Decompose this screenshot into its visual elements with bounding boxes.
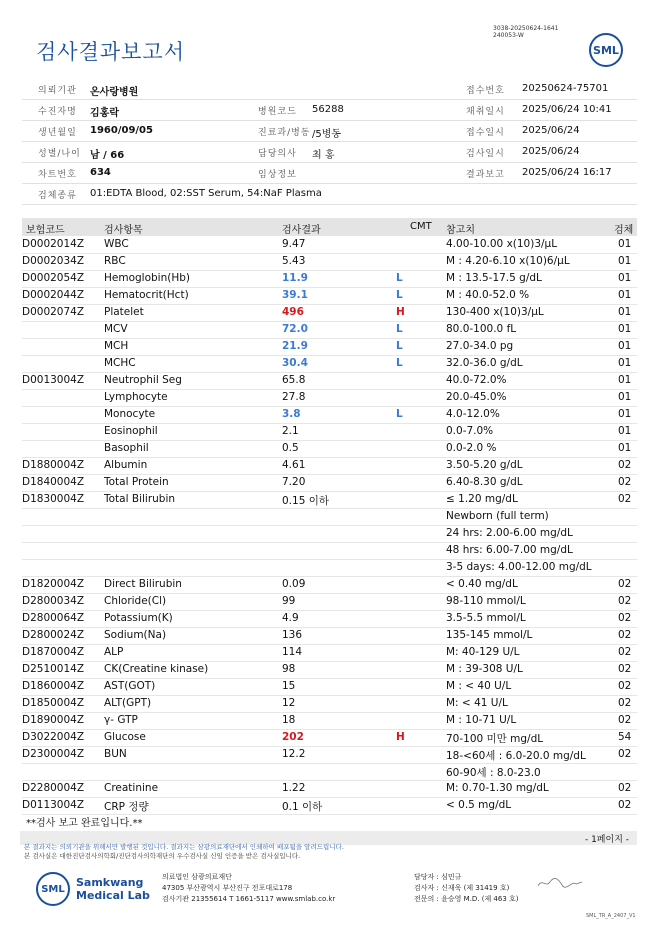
page-number-bar: - 1페이지 -: [20, 831, 637, 845]
table-row: [22, 798, 637, 815]
table-row: [22, 577, 637, 594]
report-complete-text: **검사 보고 완료입니다.**: [26, 818, 143, 829]
flag-cell: L: [396, 323, 403, 335]
test-name-cell: AST(GOT): [104, 680, 156, 692]
result-cell: 0.5: [282, 442, 299, 454]
table-row: [22, 390, 637, 407]
reference-cell: 60-90세 : 8.0-23.0: [446, 767, 541, 779]
hospital-code-value: 56288: [312, 104, 344, 115]
test-name-cell: Neutrophil Seg: [104, 374, 182, 386]
patient-name-value: 김홍락: [90, 108, 119, 119]
result-cell: 21.9: [282, 340, 308, 352]
specimen-cell: 01: [618, 340, 632, 352]
table-row: [22, 628, 637, 645]
reference-cell: 0.0-2.0 %: [446, 442, 497, 454]
table-row: [22, 662, 637, 679]
table-row: [22, 747, 637, 764]
specimen-cell: 02: [618, 680, 632, 692]
insurance-code-cell: D1830004Z: [22, 493, 85, 505]
specimen-cell: 02: [618, 799, 632, 811]
specimen-cell: 01: [618, 238, 632, 250]
result-cell: 4.9: [282, 612, 299, 624]
test-name-cell: ALP: [104, 646, 124, 658]
disclaimer-note: 본 결과지는 의뢰기관을 위해서만 발행된 것입니다. 결과지는 삼광의료재단에서 인쇄하여 배포됨을 알려드립니다.: [24, 843, 344, 851]
specimen-cell: 02: [618, 595, 632, 607]
test-name-cell: γ- GTP: [104, 714, 138, 726]
table-row: [22, 322, 637, 339]
test-name-cell: CK(Creatine kinase): [104, 663, 209, 675]
test-name-cell: MCV: [104, 323, 128, 335]
table-row: [22, 560, 637, 577]
signatories: 담당자 : 심민규 검사자 : 신재욱 (제 31419 호) 전문의 : 윤승영 M.D. (제 463 호): [414, 873, 519, 903]
specimen-cell: 02: [618, 697, 632, 709]
result-cell: 0.15 이하: [282, 495, 330, 507]
specimen-cell: 01: [618, 391, 632, 403]
reference-cell: M: 40-129 U/L: [446, 646, 520, 658]
specimen-cell: 02: [618, 476, 632, 488]
reference-cell: M : < 40 U/L: [446, 680, 512, 692]
insurance-code-cell: D1840004Z: [22, 476, 85, 488]
insurance-code-cell: D2800034Z: [22, 595, 85, 607]
sex-age-value: 남 / 66: [90, 150, 125, 161]
specimen-cell: 02: [618, 782, 632, 794]
doctor-value: 최 홍: [312, 150, 335, 161]
flag-cell: L: [396, 272, 403, 284]
accreditation-note: 본 검사실은 대한진단검사의학회/진단검사의학재단의 우수검사실 신임 인증을 받은 검사실입니다.: [24, 852, 301, 860]
receipt-no-value: 20250624-75701: [522, 83, 609, 94]
result-cell: 65.8: [282, 374, 306, 386]
insurance-code-cell: D3022004Z: [22, 731, 85, 743]
result-cell: 18: [282, 714, 296, 726]
sml-logo-icon: SML: [36, 872, 70, 906]
table-row: [22, 305, 637, 322]
reference-cell: 24 hrs: 2.00-6.00 mg/dL: [446, 527, 573, 539]
specimen-cell: 01: [618, 357, 632, 369]
specimen-cell: 01: [618, 442, 632, 454]
specimen-cell: 02: [618, 714, 632, 726]
reference-cell: 32.0-36.0 g/dL: [446, 357, 523, 369]
institution-value: 온사랑병원: [90, 87, 139, 98]
table-row: [22, 594, 637, 611]
reference-cell: < 0.5 mg/dL: [446, 799, 512, 811]
table-row: [22, 237, 637, 254]
receipt-date-value: 2025/06/24: [522, 125, 580, 136]
reference-cell: M: 0.70-1.30 mg/dL: [446, 782, 549, 794]
flag-cell: L: [396, 289, 403, 301]
reference-cell: 135-145 mmol/L: [446, 629, 533, 641]
report-title: 검사결과보고서: [36, 40, 186, 64]
reference-cell: 27.0-34.0 pg: [446, 340, 514, 352]
result-cell: 2.1: [282, 425, 299, 437]
specimen-cell: 02: [618, 629, 632, 641]
test-name-cell: BUN: [104, 748, 127, 760]
reference-cell: M : 40.0-52.0 %: [446, 289, 530, 301]
specimen-cell: 02: [618, 578, 632, 590]
table-row: [22, 492, 637, 509]
dept-value: /5병동: [312, 129, 342, 140]
test-name-cell: Basophil: [104, 442, 149, 454]
flag-cell: H: [396, 306, 405, 318]
info-row: 차트번호 634 임상정보 결과보고 2025/06/24 16:17: [22, 163, 637, 184]
result-cell: 12.2: [282, 748, 306, 760]
reference-cell: 70-100 미만 mg/dL: [446, 733, 544, 745]
form-code: SML_TR_A_2407_V1: [586, 913, 636, 919]
reference-cell: M : 10-71 U/L: [446, 714, 517, 726]
patient-info-table: [22, 79, 637, 205]
flag-cell: H: [396, 731, 405, 743]
test-name-cell: RBC: [104, 255, 126, 267]
test-name-cell: Direct Bilirubin: [104, 578, 182, 590]
flag-cell: L: [396, 357, 403, 369]
specimen-cell: 02: [618, 459, 632, 471]
test-name-cell: WBC: [104, 238, 129, 250]
reference-cell: ≤ 1.20 mg/dL: [446, 493, 518, 505]
test-name-cell: Albumin: [104, 459, 148, 471]
insurance-code-cell: D2800064Z: [22, 612, 85, 624]
insurance-code-cell: D1890004Z: [22, 714, 85, 726]
table-row: [22, 696, 637, 713]
insurance-code-cell: D0002014Z: [22, 238, 85, 250]
insurance-code-cell: D0113004Z: [22, 799, 85, 811]
dob-value: 1960/09/05: [90, 125, 153, 136]
test-name-cell: Chloride(Cl): [104, 595, 167, 607]
reference-cell: M : 39-308 U/L: [446, 663, 523, 675]
reference-cell: M : 13.5-17.5 g/dL: [446, 272, 542, 284]
table-row: [22, 424, 637, 441]
collect-date-value: 2025/06/24 10:41: [522, 104, 612, 115]
table-row: [22, 271, 637, 288]
reference-cell: 3.50-5.20 g/dL: [446, 459, 523, 471]
table-row: [22, 713, 637, 730]
test-name-cell: Total Protein: [104, 476, 169, 488]
insurance-code-cell: D1870004Z: [22, 646, 85, 658]
insurance-code-cell: D1880004Z: [22, 459, 85, 471]
reference-cell: 3-5 days: 4.00-12.00 mg/dL: [446, 561, 592, 573]
table-row: [22, 645, 637, 662]
reference-cell: 130-400 x(10)3/μL: [446, 306, 544, 318]
specimen-cell: 01: [618, 272, 632, 284]
specimen-cell: 01: [618, 255, 632, 267]
info-row: 생년월일 1960/09/05 진료과/병동 /5병동 접수일시 2025/06/24: [22, 121, 637, 142]
result-cell: 9.47: [282, 238, 306, 250]
reference-cell: 6.40-8.30 g/dL: [446, 476, 523, 488]
specimen-cell: 54: [618, 731, 632, 743]
results-table-body: [22, 237, 637, 815]
flag-cell: L: [396, 408, 403, 420]
info-row: 의뢰기관 온사랑병원 접수번호 20250624-75701: [22, 79, 637, 100]
results-table-header: 보험코드 검사항목 검사결과 CMT 참고치 검체: [22, 218, 637, 236]
table-row: [22, 526, 637, 543]
samkwang-logo: SML Samkwang Medical Lab: [36, 872, 150, 906]
table-row: [22, 373, 637, 390]
info-row: 검체종류 01:EDTA Blood, 02:SST Serum, 54:NaF Plasma: [22, 184, 637, 205]
reference-cell: M: < 41 U/L: [446, 697, 508, 709]
reference-cell: M : 4.20-6.10 x(10)6/μL: [446, 255, 570, 267]
insurance-code-cell: D2800024Z: [22, 629, 85, 641]
signature-icon: [536, 876, 584, 890]
result-cell: 4.61: [282, 459, 306, 471]
test-name-cell: MCH: [104, 340, 129, 352]
test-date-value: 2025/06/24: [522, 146, 580, 157]
result-cell: 136: [282, 629, 303, 641]
specimen-cell: 01: [618, 425, 632, 437]
test-name-cell: Platelet: [104, 306, 144, 318]
reference-cell: < 0.40 mg/dL: [446, 578, 518, 590]
table-row: [22, 764, 637, 781]
reference-cell: 18-<60세 : 6.0-20.0 mg/dL: [446, 750, 586, 762]
info-row: 수진자명 김홍락 병원코드 56288 채취일시 2025/06/24 10:41: [22, 100, 637, 121]
insurance-code-cell: D0002034Z: [22, 255, 85, 267]
table-row: [22, 441, 637, 458]
reference-cell: 4.0-12.0%: [446, 408, 500, 420]
table-row: [22, 288, 637, 305]
reference-cell: 80.0-100.0 fL: [446, 323, 517, 335]
test-name-cell: MCHC: [104, 357, 136, 369]
test-name-cell: Creatinine: [104, 782, 159, 794]
test-name-cell: ALT(GPT): [104, 697, 152, 709]
specimen-cell: 01: [618, 374, 632, 386]
insurance-code-cell: D2300004Z: [22, 748, 85, 760]
organization-info: 의료법인 삼광의료재단 47305 부산광역시 부산진구 전포대로178 검사기관 21355614 T 1661-5117 www.smlab.co.kr: [162, 873, 336, 903]
test-name-cell: Lymphocyte: [104, 391, 168, 403]
test-name-cell: Glucose: [104, 731, 146, 743]
result-cell: 12: [282, 697, 296, 709]
test-name-cell: Eosinophil: [104, 425, 158, 437]
test-name-cell: Hemoglobin(Hb): [104, 272, 191, 284]
result-cell: 496: [282, 306, 304, 318]
test-name-cell: CRP 정량: [104, 801, 149, 813]
result-cell: 11.9: [282, 272, 308, 284]
result-cell: 39.1: [282, 289, 308, 301]
table-row: [22, 730, 637, 747]
insurance-code-cell: D2510014Z: [22, 663, 85, 675]
table-row: [22, 458, 637, 475]
reference-cell: 4.00-10.00 x(10)3/μL: [446, 238, 558, 250]
info-row: 성별/나이 남 / 66 담당의사 최 홍 검사일시 2025/06/24: [22, 142, 637, 163]
table-row: [22, 781, 637, 798]
reference-cell: Newborn (full term): [446, 510, 549, 522]
result-cell: 7.20: [282, 476, 306, 488]
test-name-cell: Potassium(K): [104, 612, 173, 624]
reference-cell: 40.0-72.0%: [446, 374, 507, 386]
result-cell: 99: [282, 595, 296, 607]
test-name-cell: Hematocrit(Hct): [104, 289, 189, 301]
reference-cell: 3.5-5.5 mmol/L: [446, 612, 526, 624]
result-cell: 15: [282, 680, 296, 692]
table-row: [22, 254, 637, 271]
specimen-cell: 02: [618, 663, 632, 675]
specimen-cell: 02: [618, 612, 632, 624]
insurance-code-cell: D1860004Z: [22, 680, 85, 692]
reference-cell: 20.0-45.0%: [446, 391, 507, 403]
result-cell: 3.8: [282, 408, 301, 420]
table-row: [22, 543, 637, 560]
specimen-cell: 01: [618, 306, 632, 318]
table-row: [22, 407, 637, 424]
insurance-code-cell: D0002074Z: [22, 306, 85, 318]
insurance-code-cell: D0013004Z: [22, 374, 85, 386]
sml-logo-icon: SML: [589, 33, 623, 67]
specimen-cell: 01: [618, 323, 632, 335]
table-row: [22, 679, 637, 696]
document-id: 3038-20250624-1641 240053-W: [493, 25, 559, 39]
test-name-cell: Sodium(Na): [104, 629, 167, 641]
result-cell: 30.4: [282, 357, 308, 369]
reference-cell: 0.0-7.0%: [446, 425, 494, 437]
reference-cell: 98-110 mmol/L: [446, 595, 526, 607]
insurance-code-cell: D1850004Z: [22, 697, 85, 709]
result-cell: 1.22: [282, 782, 306, 794]
table-row: [22, 339, 637, 356]
specimen-cell: 02: [618, 646, 632, 658]
specimen-cell: 01: [618, 408, 632, 420]
result-cell: 0.1 이하: [282, 801, 323, 813]
specimen-cell: 02: [618, 748, 632, 760]
table-row: [22, 509, 637, 526]
result-cell: 202: [282, 731, 304, 743]
result-cell: 72.0: [282, 323, 308, 335]
result-cell: 27.8: [282, 391, 306, 403]
test-name-cell: Total Bilirubin: [104, 493, 176, 505]
result-cell: 98: [282, 663, 296, 675]
insurance-code-cell: D0002044Z: [22, 289, 85, 301]
table-row: [22, 356, 637, 373]
chart-no-value: 634: [90, 167, 111, 178]
result-cell: 0.09: [282, 578, 306, 590]
table-row: [22, 475, 637, 492]
reference-cell: 48 hrs: 6.00-7.00 mg/dL: [446, 544, 573, 556]
result-cell: 5.43: [282, 255, 306, 267]
insurance-code-cell: D1820004Z: [22, 578, 85, 590]
table-row: [22, 611, 637, 628]
specimen-cell: 02: [618, 493, 632, 505]
result-cell: 114: [282, 646, 303, 658]
specimen-type-value: 01:EDTA Blood, 02:SST Serum, 54:NaF Plasma: [90, 188, 322, 199]
insurance-code-cell: D2280004Z: [22, 782, 85, 794]
flag-cell: L: [396, 340, 403, 352]
specimen-cell: 01: [618, 289, 632, 301]
test-name-cell: Monocyte: [104, 408, 156, 420]
report-date-value: 2025/06/24 16:17: [522, 167, 612, 178]
insurance-code-cell: D0002054Z: [22, 272, 85, 284]
